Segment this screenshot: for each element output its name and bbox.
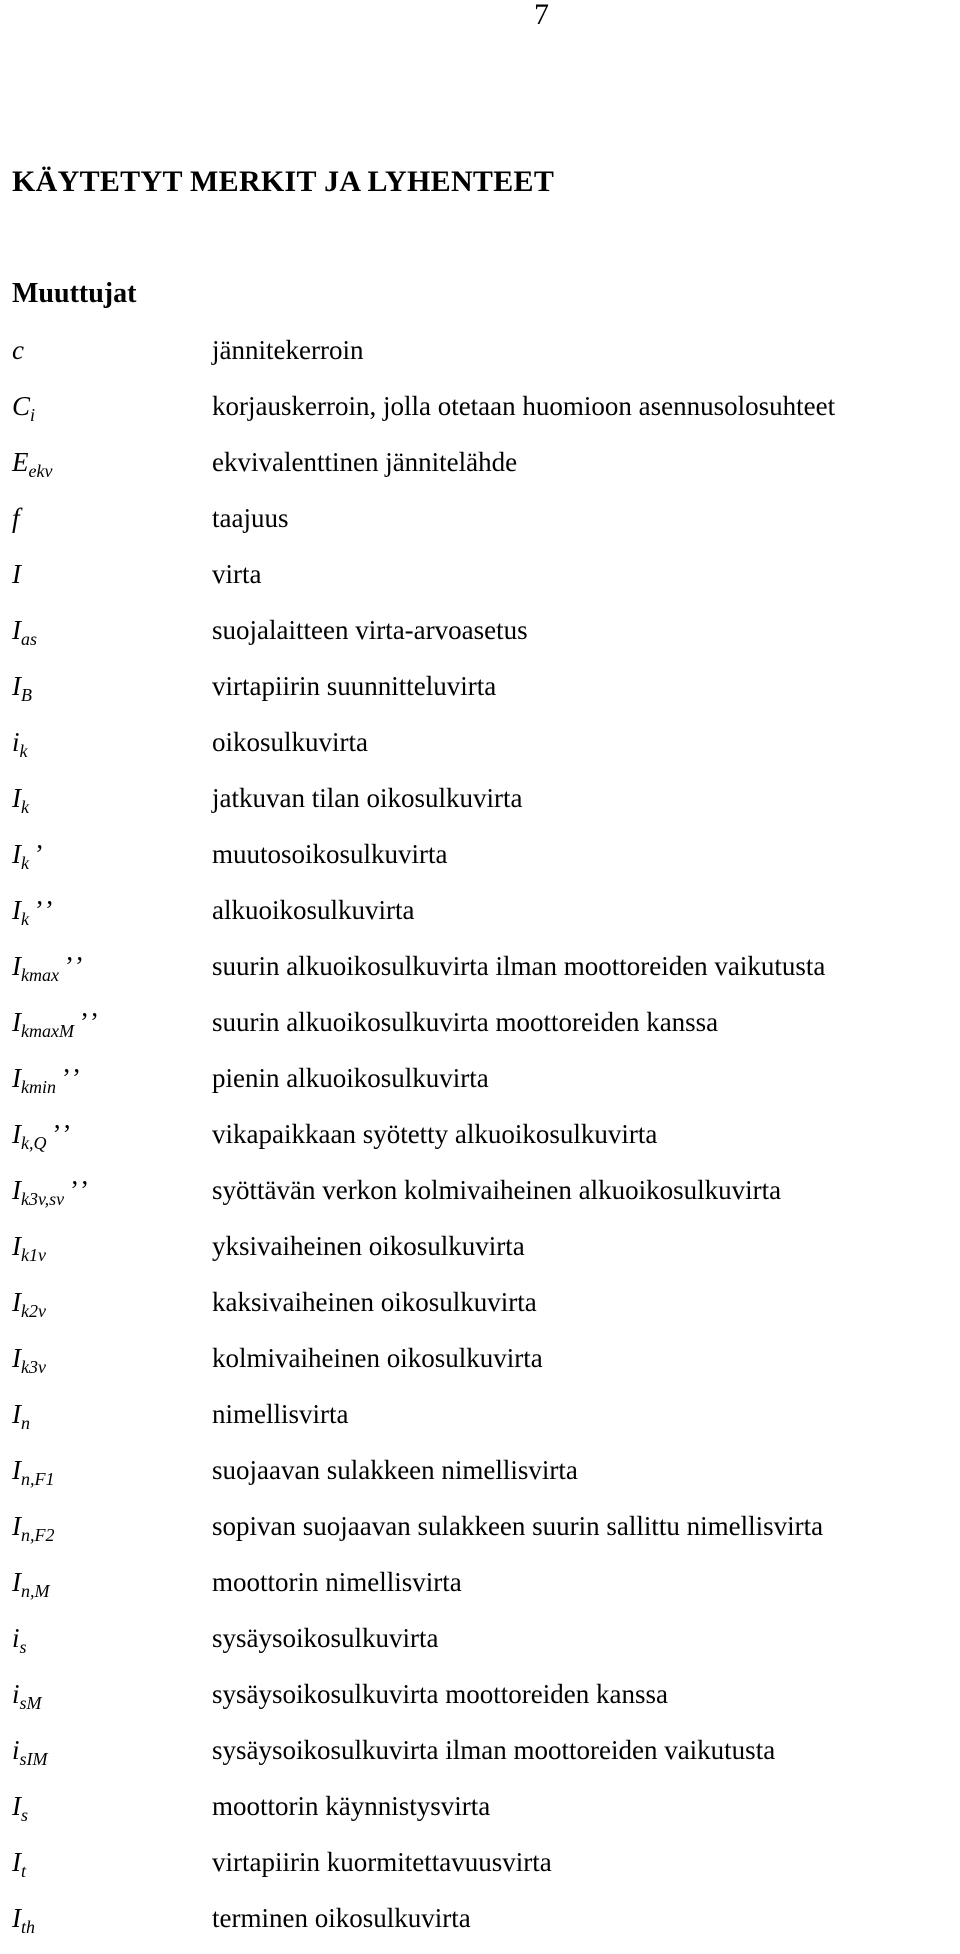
symbol-base: C	[12, 391, 31, 421]
symbol-subscript: sIM	[19, 1749, 48, 1769]
symbol-subscript: kmin	[21, 1077, 56, 1097]
symbol-base: i	[12, 1679, 20, 1709]
symbol	[12, 1338, 46, 1387]
symbol-subscript: s	[19, 1637, 27, 1657]
symbol-row	[0, 498, 960, 554]
symbol	[12, 554, 21, 594]
symbol	[12, 610, 37, 659]
symbol-base: I	[12, 783, 21, 813]
symbol-base: i	[12, 1623, 20, 1653]
symbol	[12, 1170, 92, 1219]
symbol-row	[0, 1394, 960, 1450]
symbol-row	[0, 1282, 960, 1338]
symbol-description: terminen oikosulkuvirta	[212, 1903, 471, 1933]
symbol	[12, 1898, 35, 1947]
symbol-row	[0, 1170, 960, 1226]
symbol-base: I	[12, 1511, 21, 1541]
symbol	[12, 1058, 84, 1107]
symbol	[12, 946, 87, 995]
symbol-base: I	[12, 1287, 21, 1317]
symbol-description: virta	[212, 559, 262, 589]
symbol-subscript: i	[30, 405, 36, 425]
symbol-subscript: kmaxM	[21, 1021, 74, 1041]
symbol-description: kaksivaiheinen oikosulkuvirta	[212, 1287, 537, 1317]
symbol	[12, 1506, 55, 1555]
symbol-row	[0, 1562, 960, 1618]
page-title: KÄYTETYT MERKIT JA LYHENTEET	[12, 165, 555, 198]
symbol-subscript: k	[21, 853, 29, 873]
symbol	[12, 1786, 28, 1835]
symbol	[12, 330, 24, 370]
symbol	[12, 834, 47, 883]
symbol-base: E	[12, 447, 29, 477]
symbol-row	[0, 1450, 960, 1506]
symbol	[12, 1282, 46, 1331]
symbol-base: f	[12, 503, 20, 533]
symbol-row	[0, 1058, 960, 1114]
symbol-subscript: k,Q	[21, 1133, 47, 1153]
symbol-description: sopivan suojaavan sulakkeen suurin sallittu nimellisvirta	[212, 1511, 824, 1541]
symbol-subscript: s	[21, 1805, 29, 1825]
symbol-base: I	[12, 839, 21, 869]
symbol-base: I	[12, 1231, 21, 1261]
symbol-base: I	[12, 951, 21, 981]
symbol-subscript: ekv	[28, 461, 53, 481]
symbol-subscript: n,F2	[21, 1525, 55, 1545]
symbol-subscript: n,M	[21, 1581, 50, 1601]
symbol-row	[0, 1114, 960, 1170]
symbol-row	[0, 778, 960, 834]
symbol-row	[0, 442, 960, 498]
symbol-subscript: k	[21, 909, 29, 929]
symbol-prime: ’’	[79, 1007, 102, 1037]
symbol-subscript: n,F1	[21, 1469, 55, 1489]
symbol-subscript: k2v	[21, 1301, 46, 1321]
symbol-description: nimellisvirta	[212, 1399, 349, 1429]
symbol-subscript: B	[21, 685, 32, 705]
symbol-prime: ’’	[52, 1119, 75, 1149]
symbol-description: suurin alkuoikosulkuvirta ilman moottoreiden vaikutusta	[212, 951, 826, 981]
symbol-description: alkuoikosulkuvirta	[212, 895, 415, 925]
symbol-description: taajuus	[212, 503, 289, 533]
symbol-base: I	[12, 615, 21, 645]
symbol-base: i	[12, 727, 20, 757]
symbol-row	[0, 1506, 960, 1562]
symbol-description: oikosulkuvirta	[212, 727, 368, 757]
symbol-base: I	[12, 1343, 21, 1373]
symbol	[12, 1226, 46, 1275]
symbol	[12, 442, 52, 491]
symbol-subscript: kmax	[21, 965, 59, 985]
symbol-row	[0, 554, 960, 610]
symbol-subscript: n	[21, 1413, 30, 1433]
symbol	[12, 1674, 42, 1723]
symbol-base: I	[12, 895, 21, 925]
symbol-base: I	[12, 1063, 21, 1093]
symbol	[12, 666, 32, 715]
symbol	[12, 1450, 55, 1499]
symbol-subscript: as	[21, 629, 38, 649]
symbol-subscript: t	[21, 1861, 27, 1881]
symbol-subscript: k3v	[21, 1357, 46, 1377]
symbol-row	[0, 666, 960, 722]
symbol-base: I	[12, 1007, 21, 1037]
symbol	[12, 498, 20, 538]
symbol	[12, 1002, 102, 1051]
symbol-subscript: th	[21, 1917, 36, 1937]
symbol	[12, 386, 35, 435]
section-heading: Muuttujat	[12, 278, 137, 309]
symbol-prime: ’	[35, 839, 47, 869]
symbol-subscript: k	[19, 741, 28, 761]
symbol-list	[0, 330, 960, 1954]
symbol	[12, 1114, 74, 1163]
symbol-row	[0, 330, 960, 386]
symbol-base: I	[12, 1847, 21, 1877]
symbol-base: I	[12, 1119, 21, 1149]
symbol-subscript: k	[21, 797, 29, 817]
symbol	[12, 1394, 30, 1443]
symbol	[12, 1618, 27, 1667]
symbol-row	[0, 1002, 960, 1058]
symbol-description: kolmivaiheinen oikosulkuvirta	[212, 1343, 543, 1373]
symbol-base: I	[12, 1399, 21, 1429]
symbol-prime: ’’	[70, 1175, 93, 1205]
symbol-base: I	[12, 671, 21, 701]
symbol-row	[0, 1730, 960, 1786]
symbol-subscript: k3v,sv	[21, 1189, 65, 1209]
symbol-description: suojalaitteen virta-arvoasetus	[212, 615, 528, 645]
symbol	[12, 890, 57, 939]
symbol-row	[0, 1618, 960, 1674]
symbol	[12, 1730, 48, 1779]
symbol-description: jatkuvan tilan oikosulkuvirta	[212, 783, 523, 813]
symbol-base: I	[12, 559, 21, 589]
symbol-base: I	[12, 1175, 21, 1205]
symbol-description: moottorin käynnistysvirta	[212, 1791, 491, 1821]
symbol-row	[0, 722, 960, 778]
symbol-prime: ’’	[35, 895, 57, 925]
symbol-row	[0, 1786, 960, 1842]
symbol-description: suojaavan sulakkeen nimellisvirta	[212, 1455, 578, 1485]
symbol-prime: ’’	[62, 1063, 84, 1093]
symbol-description: virtapiirin suunnitteluvirta	[212, 671, 497, 701]
symbol-row	[0, 1338, 960, 1394]
symbol	[12, 1842, 26, 1891]
symbol-row	[0, 1842, 960, 1898]
symbol-row	[0, 386, 960, 442]
symbol-row	[0, 610, 960, 666]
symbol-description: yksivaiheinen oikosulkuvirta	[212, 1231, 525, 1261]
symbol-row	[0, 1226, 960, 1282]
symbol-subscript: k1v	[21, 1245, 46, 1265]
symbol-row	[0, 834, 960, 890]
symbol-description: jännitekerroin	[212, 335, 364, 365]
page-number: 7	[534, 0, 549, 31]
symbol-description: muutosoikosulkuvirta	[212, 839, 448, 869]
symbol-subscript: sM	[19, 1693, 42, 1713]
symbol-base: i	[12, 1735, 20, 1765]
symbol-row	[0, 890, 960, 946]
symbol-description: moottorin nimellisvirta	[212, 1567, 462, 1597]
symbol-base: I	[12, 1903, 21, 1933]
symbol-row	[0, 1674, 960, 1730]
symbol-base: I	[12, 1567, 21, 1597]
symbol-row	[0, 946, 960, 1002]
symbol-row	[0, 1898, 960, 1954]
symbol	[12, 722, 28, 771]
symbol-description: sysäysoikosulkuvirta	[212, 1623, 439, 1653]
symbol-base: c	[12, 335, 24, 365]
symbol-base: I	[12, 1455, 21, 1485]
symbol-prime: ’’	[64, 951, 87, 981]
symbol-description: sysäysoikosulkuvirta ilman moottoreiden vaikutusta	[212, 1735, 776, 1765]
symbol-description: vikapaikkaan syötetty alkuoikosulkuvirta	[212, 1119, 658, 1149]
symbol-description: korjauskerroin, jolla otetaan huomioon asennusolosuhteet	[212, 391, 836, 421]
symbol-description: sysäysoikosulkuvirta moottoreiden kanssa	[212, 1679, 668, 1709]
symbol	[12, 778, 29, 827]
symbol-base: I	[12, 1791, 21, 1821]
symbol	[12, 1562, 50, 1611]
symbol-description: suurin alkuoikosulkuvirta moottoreiden kanssa	[212, 1007, 719, 1037]
symbol-description: syöttävän verkon kolmivaiheinen alkuoikosulkuvirta	[212, 1175, 782, 1205]
symbol-description: virtapiirin kuormitettavuusvirta	[212, 1847, 552, 1877]
symbol-description: pienin alkuoikosulkuvirta	[212, 1063, 489, 1093]
symbol-description: ekvivalenttinen jännitelähde	[212, 447, 518, 477]
